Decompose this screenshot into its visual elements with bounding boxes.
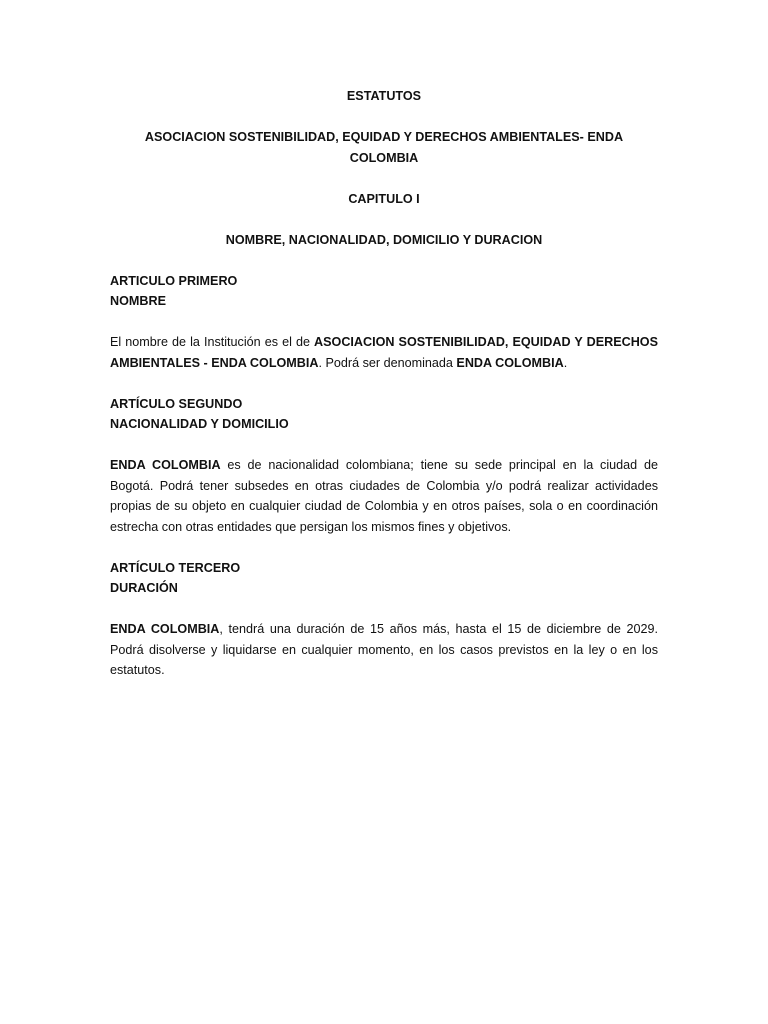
organization-name (110, 127, 658, 168)
article-3-heading: DURACIÓN (110, 581, 178, 595)
article-1-text-1: El nombre de la Institución es el de (110, 335, 315, 349)
organization-name-text: ASOCIACION SOSTENIBILIDAD, EQUIDAD Y DERECHOS AMBIENTALES- ENDA COLOMBIA (144, 130, 624, 165)
article-1-bold-1: ASOCIACION SOSTENIBILIDAD, EQUIDAD Y DERECHOS AMBIENTALES - ENDA COLOMBIA (110, 335, 658, 370)
article-2-body (110, 455, 658, 537)
article-1-body (110, 332, 658, 373)
document-page (110, 86, 658, 681)
article-3-text-1: , tendrá una duración de 15 años más, hasta el 15 de diciembre de 2029. Podrá disolverse y liquidarse en cualquier momento, en los casos previstos en la ley o en los estatutos. (110, 622, 658, 677)
article-2-heading: NACIONALIDAD Y DOMICILIO (110, 417, 289, 431)
article-2-bold-1: ENDA COLOMBIA (110, 458, 221, 472)
article-2-number: ARTÍCULO SEGUNDO (110, 396, 243, 411)
article-1-bold-2: ENDA COLOMBIA (456, 355, 564, 370)
article-2-text-1: es de nacionalidad colombiana; tiene su sede principal en la ciudad de Bogotá. Podrá tener subsedes en otras ciudades de Colombia y/o podrá realizar actividades propias de su objeto en cualquier ciudad de Colombia y en otros países, sola o en coordinación estrecha con otras entidades que persigan los mismos fines y objetivos. (110, 458, 658, 534)
article-1-number: ARTICULO PRIMERO (110, 273, 238, 288)
article-1-heading: NOMBRE (110, 294, 166, 308)
article-3-number: ARTÍCULO TERCERO (110, 560, 241, 575)
chapter-title: NOMBRE, NACIONALIDAD, DOMICILIO Y DURACION (225, 232, 543, 247)
article-3-bold-1: ENDA COLOMBIA (110, 622, 220, 636)
chapter-number: CAPITULO I (348, 191, 420, 206)
document-title: ESTATUTOS (346, 89, 422, 103)
article-1-text-3: . (563, 355, 568, 370)
article-3-body (110, 619, 658, 681)
article-1-text-2: . Podrá ser denominada (318, 355, 457, 370)
